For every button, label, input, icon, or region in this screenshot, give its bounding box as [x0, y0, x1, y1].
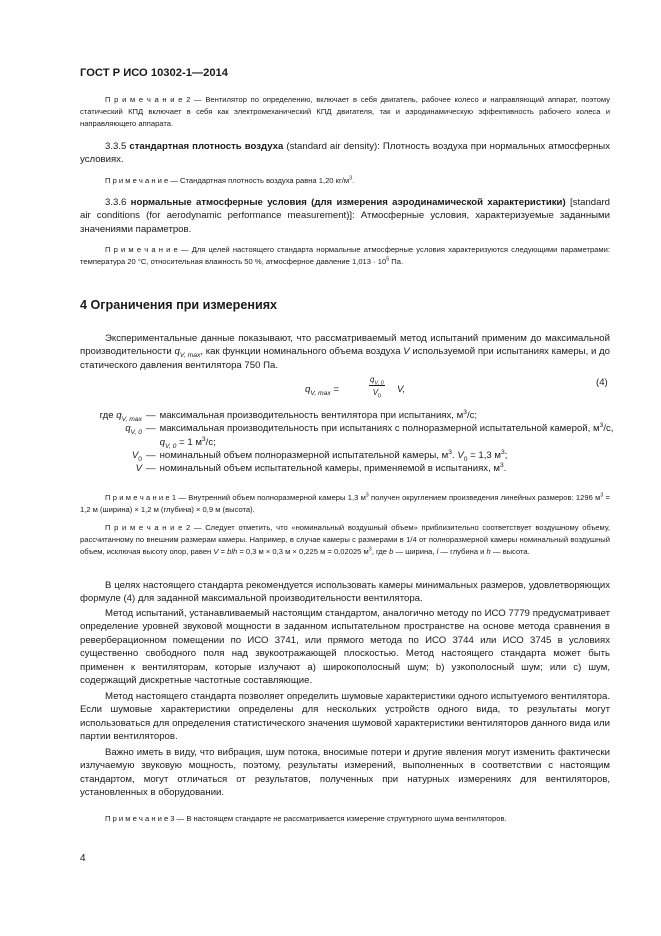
definition-text [160, 449, 615, 462]
formula-rhs: V, [397, 384, 406, 395]
section-4-paragraph-4: Метод настоящего стандарта позволяет определить шумовые характеристики одного испытуемого вентилятора. Если шумовые характеристики определены для нескольких устройств одного вида, то результаты могут использоваться для определения статистического значения шумовой характеристики вентиляторов данного вида или партии вентиляторов. [80, 691, 610, 743]
term-title: стандартная плотность воздуха [129, 141, 284, 152]
formula-lhs [305, 384, 339, 395]
note-text: Внутренний объем полноразмерной камеры 1,3 м [188, 493, 366, 502]
note-text: = 0,3 м × 0,3 м × 0,225 м = 0,02025 м [237, 547, 369, 557]
note-text: В настоящем стандарте не рассматривается измерение структурного шума вентиляторов. [186, 814, 507, 823]
note-tail: Па. [389, 257, 404, 267]
definition-row [80, 409, 615, 422]
formula-4 [305, 372, 415, 412]
symbol-q: q [370, 375, 375, 384]
dash: — [146, 410, 156, 421]
page-number: 4 [80, 853, 86, 864]
equals: = [330, 384, 340, 395]
formula-inline: V = blh [213, 547, 238, 557]
definition-symbol [80, 409, 142, 422]
definition-text [160, 409, 615, 422]
note-fan-efficiency [80, 94, 610, 131]
text: номинальный объем испытательной камеры, применяемой в испытаниях, м [159, 463, 500, 475]
note-air-density [80, 175, 610, 187]
term-english: [standard air conditions (for aerodynamic performance measurement)]: [80, 197, 610, 222]
symbol: q [159, 436, 165, 448]
definition-symbol [80, 462, 142, 475]
term-definition: Атмосферные условия, характеризуемые заданными значениями параметров. [80, 210, 610, 235]
formula-fraction [369, 375, 385, 400]
section-4-paragraph-5: Важно иметь в виду, что вибрация, шум потока, вносимые потери и другие явления могут изменить фактически излучаемую звуковую мощность, поэтому, результаты измерений, выполненных в соответствии с настоящим стандартом, могут отличаться от результатов, полученных при натурных измерениях для вентиляторов, установленных в оборудовании. [80, 747, 610, 799]
equation-number: (4) [596, 377, 608, 388]
section-4-paragraph-3: Метод испытаний, устанавливаемый настоящим стандартом, аналогично методу по ИСО 7779 предусматривает определение уровней звуковой мощности в заданном испытательном пространстве на основе метода сравнения в реверберационном помещении по ИСО 3741, или прямого метода по ИСО 3744 или ИСО 3745 в условиях существенно свободного поля над звукоотражающей плоскостью. Метод настоящего стандарта может быть применен к вентиляторам, которые излучают a) широкополосный шум; b) узкополосный шум; или c) шум, содержащий дискретные частотные составляющие. [80, 608, 610, 687]
text: = 1,3 м [467, 449, 502, 461]
definition-row [80, 462, 615, 475]
symbol-v: V [372, 388, 378, 397]
superscript: 3 [201, 435, 206, 443]
superscript: 3 [599, 422, 604, 430]
text: /с, [603, 423, 614, 435]
subscript: 0 [377, 393, 381, 400]
note-text: , где [371, 547, 390, 557]
symbol: q [125, 423, 131, 435]
note-text: Стандартная плотность воздуха равна 1,20 кг/м [180, 176, 350, 185]
text: номинальный объем полноразмерной испытательной камеры, м [159, 449, 449, 461]
text: Экспериментальные данные показывают, что рассматриваемый метод испытаний применим до максимальной производительности [80, 333, 610, 358]
superscript: 3 [500, 462, 504, 469]
subscript: V, max [121, 415, 142, 423]
symbol: V [457, 449, 464, 461]
note-text: — высота. [490, 547, 530, 557]
section-4-title: 4 Ограничения при измерениях [80, 298, 278, 312]
section-4-paragraph-2: В целях настоящего стандарта рекомендуется использовать камеры минимальных размеров, удовлетворяющих формуле (4) для заданной максимальной производительности вентилятора. [80, 580, 610, 605]
note-standard-conditions [80, 244, 610, 268]
symbol: l [436, 547, 439, 557]
superscript: 3 [600, 492, 604, 499]
subscript: V, 0 [374, 380, 384, 387]
term-number: 3.3.6 [105, 197, 127, 208]
text: , как функции номинального объема воздуха [200, 346, 404, 358]
definition-text [160, 422, 615, 449]
symbol: h [486, 547, 491, 557]
subscript: V, max [179, 352, 201, 360]
standard-header: ГОСТ Р ИСО 10302-1—2014 [80, 67, 228, 79]
formula-definitions [80, 409, 615, 475]
note-label: П р и м е ч а н и е 2 — [105, 523, 202, 532]
note-label: П р и м е ч а н и е 3 — [105, 814, 185, 823]
text: ; [504, 449, 508, 461]
note-text: получен округлением произведения линейных размеров: 1296 м [368, 493, 601, 502]
note-nominal-volume [80, 522, 610, 559]
symbol: b [389, 547, 394, 557]
superscript: 3 [463, 408, 467, 416]
definition-row [80, 422, 615, 449]
symbol-q: q [305, 384, 311, 395]
definition-row [80, 449, 615, 462]
dash: — [146, 449, 156, 461]
text: максимальная производительность при испытаниях с полноразмерной испытательной камерой, м [159, 423, 600, 435]
subscript: V, max [310, 389, 331, 397]
term-3-3-6 [80, 196, 610, 236]
symbol: q [116, 410, 122, 421]
subscript: 0 [138, 455, 142, 463]
superscript: 5 [386, 256, 390, 263]
where-word: где [99, 410, 117, 421]
note-tail: . [352, 176, 355, 185]
note-text: = 1,2 м (ширина) × 1,2 м (глубина) × 0,9 м (высота). [80, 493, 610, 515]
note-label: П р и м е ч а н и е — [105, 176, 178, 185]
subscript: 0 [463, 455, 468, 463]
note-structural-noise [80, 813, 610, 825]
note-text: Следует отметить, что «номинальный воздушный объем» приблизительно соответствует воздушному объему, рассчитанному по внешним размерам камеры. Например, в случае камеры с размерами в 1/4 от полноразмерной камеры номинальный воздушный объем, исключая высоту опор, равен [80, 523, 610, 557]
symbol-v: V [403, 346, 410, 358]
note-label: П р и м е ч а н и е 2 — [105, 95, 202, 104]
definition-symbol [80, 422, 142, 449]
term-number: 3.3.5 [105, 141, 127, 152]
note-label: П р и м е ч а н и е — [105, 245, 189, 254]
term-title: нормальные атмосферные условия (для измерения аэродинамической характеристики) [130, 197, 566, 208]
section-4-paragraph-1 [80, 332, 610, 372]
text: /с; [205, 436, 216, 448]
note-label: П р и м е ч а н и е 1 — [105, 493, 186, 502]
text: максимальная производительность вентилятора при испытаниях, м [159, 410, 464, 421]
text: используемой при испытаниях камеры, и до статического давления вентилятора 750 Па. [80, 346, 610, 371]
text: . [451, 449, 458, 461]
text: = 1 м [176, 436, 202, 448]
note-text: — глубина и [438, 547, 487, 557]
definition-symbol [80, 449, 142, 462]
term-definition: Плотность воздуха при нормальных атмосферных условиях. [80, 141, 610, 166]
fraction-numerator [369, 375, 385, 386]
subscript: V, 0 [130, 429, 142, 437]
subscript: V, 0 [164, 442, 177, 450]
superscript: 3 [448, 448, 452, 456]
dash: — [146, 463, 156, 475]
note-chamber-volume [80, 492, 610, 516]
symbol: V [131, 449, 139, 461]
note-text: Вентилятор по определению, включает в себя двигатель, рабочее колесо и направляющий аппарат, поэтому статический КПД включает в себя как электромеханический КПД двигателя, так и аэродинамическую эффективность рабочего колеса и направляющего аппарата. [80, 95, 610, 129]
text: . [503, 463, 507, 475]
definition-text [160, 462, 615, 475]
fraction-denominator [369, 386, 385, 400]
text: /с; [466, 410, 478, 421]
superscript: 3 [368, 546, 372, 553]
term-3-3-5 [80, 140, 610, 167]
dash: — [146, 423, 156, 435]
symbol: V [135, 463, 142, 475]
note-text: Для целей настоящего стандарта нормальные атмосферные условия характеризуются следующими параметрами: температура 20 °С, относительная влажность 50 %, атмосферное давление 1,013 · 10 [80, 245, 610, 267]
note-text: — ширина, [393, 547, 437, 557]
symbol-q: q [174, 346, 180, 358]
superscript: 3 [501, 448, 505, 456]
superscript: 3 [365, 492, 369, 499]
term-english: (standard air density): [286, 141, 380, 152]
superscript: 3 [349, 175, 353, 182]
